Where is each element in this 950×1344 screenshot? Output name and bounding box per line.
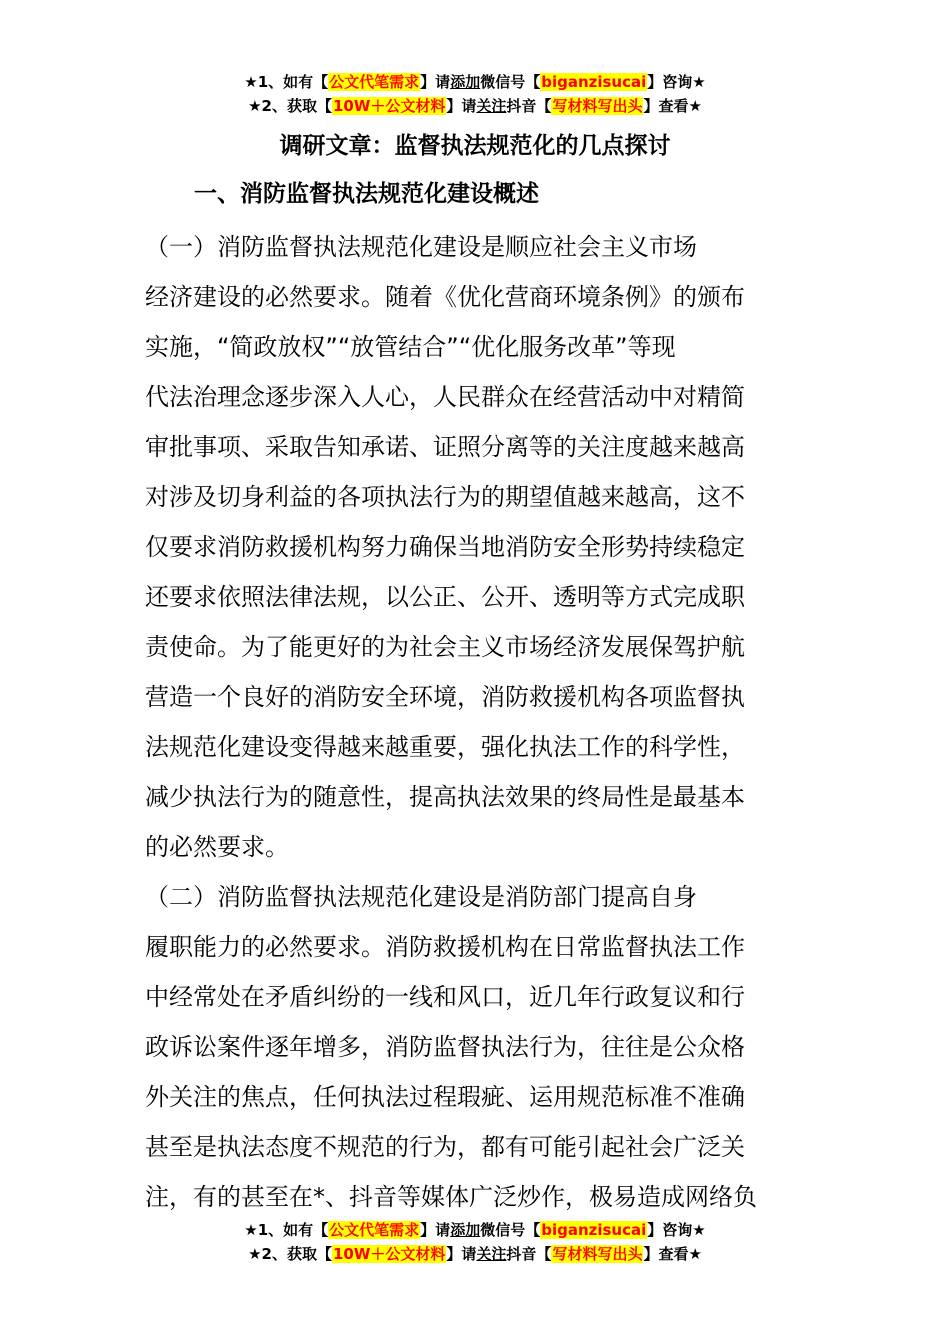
promo-text: ★1、如有【 xyxy=(244,73,329,91)
body-line: 实施，“简政放权”“放管结合”“优化服务改革”等现 xyxy=(145,333,676,361)
promo-line-2 xyxy=(0,94,950,118)
body-line: 经济建设的必然要求。随着《优化营商环境条例》的颁布 xyxy=(145,283,745,311)
body-line: 仅要求消防救援机构努力确保当地消防安全形势持续稳定 xyxy=(145,533,745,561)
promo-highlight: 写材料写出头 xyxy=(552,97,643,115)
promo-text: ★1、如有【 xyxy=(244,1221,329,1239)
body-line: 营造一个良好的消防安全环境，消防救援机构各项监督执 xyxy=(145,683,745,711)
promo-underline: 关注 xyxy=(476,1245,507,1263)
promo-banner-top xyxy=(0,70,950,118)
promo-text: ★2、获取【 xyxy=(248,1245,332,1263)
promo-line-1 xyxy=(0,70,950,94)
promo-highlight: 公文代笔需求 xyxy=(329,1221,420,1239)
promo-underline: 添加 xyxy=(450,73,481,91)
body-line: 法规范化建设变得越来越重要，强化执法工作的科学性， xyxy=(145,733,745,761)
promo-text: 】查看★ xyxy=(643,1245,702,1263)
promo-highlight: 10W＋公文材料 xyxy=(332,97,446,115)
promo-highlight: 10W＋公文材料 xyxy=(332,1245,446,1263)
body-line: （二）消防监督执法规范化建设是消防部门提高自身 xyxy=(145,883,697,911)
promo-text: 微信号【 xyxy=(480,1221,541,1239)
body-line: 中经常处在矛盾纠纷的一线和风口，近几年行政复议和行 xyxy=(145,983,745,1011)
body-line: 对涉及切身利益的各项执法行为的期望值越来越高，这不 xyxy=(145,483,745,511)
body-line: 政诉讼案件逐年增多，消防监督执法行为，往往是公众格 xyxy=(145,1033,745,1061)
promo-text: 抖音【 xyxy=(506,1245,552,1263)
section-heading: 一、消防监督执法规范化建设概述 xyxy=(194,181,539,207)
promo-text: 】请 xyxy=(446,1245,477,1263)
promo-text: 】请 xyxy=(420,73,451,91)
body-line: 代法治理念逐步深入人心，人民群众在经营活动中对精简 xyxy=(145,383,745,411)
promo-line-2 xyxy=(0,1242,950,1266)
promo-text: ★2、获取【 xyxy=(248,97,332,115)
document-title: 调研文章：监督执法规范化的几点探讨 xyxy=(279,133,671,159)
body-line: 还要求依照法律法规，以公正、公开、透明等方式完成职 xyxy=(145,583,745,611)
body-line: 审批事项、采取告知承诺、证照分离等的关注度越来越高 xyxy=(145,433,745,461)
body-line: 的必然要求。 xyxy=(145,833,289,861)
body-line: 注，有的甚至在*、抖音等媒体广泛炒作，极易造成网络负 xyxy=(145,1183,757,1211)
promo-text: 抖音【 xyxy=(506,97,552,115)
promo-highlight: 公文代笔需求 xyxy=(329,73,420,91)
body-line: （一）消防监督执法规范化建设是顺应社会主义市场 xyxy=(145,233,697,261)
body-line: 履职能力的必然要求。消防救援机构在日常监督执法工作 xyxy=(145,933,745,961)
promo-text: 】查看★ xyxy=(643,97,702,115)
promo-underline: 添加 xyxy=(450,1221,481,1239)
body-line: 甚至是执法态度不规范的行为，都有可能引起社会广泛关 xyxy=(145,1133,745,1161)
body-line: 减少执法行为的随意性，提高执法效果的终局性是最基本 xyxy=(145,783,745,811)
promo-text: 】请 xyxy=(420,1221,451,1239)
promo-text: 微信号【 xyxy=(480,73,541,91)
promo-highlight: biganzisucai xyxy=(541,73,647,91)
promo-highlight: 写材料写出头 xyxy=(552,1245,643,1263)
promo-text: 】请 xyxy=(446,97,477,115)
promo-text: 】咨询★ xyxy=(647,1221,706,1239)
promo-underline: 关注 xyxy=(476,97,507,115)
promo-highlight: biganzisucai xyxy=(541,1221,647,1239)
body-line: 外关注的焦点，任何执法过程瑕疵、运用规范标准不准确 xyxy=(145,1083,745,1111)
promo-text: 】咨询★ xyxy=(647,73,706,91)
promo-line-1 xyxy=(0,1218,950,1242)
document-body xyxy=(145,222,807,1222)
body-line: 责使命。为了能更好的为社会主义市场经济发展保驾护航 xyxy=(145,633,745,661)
promo-banner-bottom xyxy=(0,1218,950,1266)
